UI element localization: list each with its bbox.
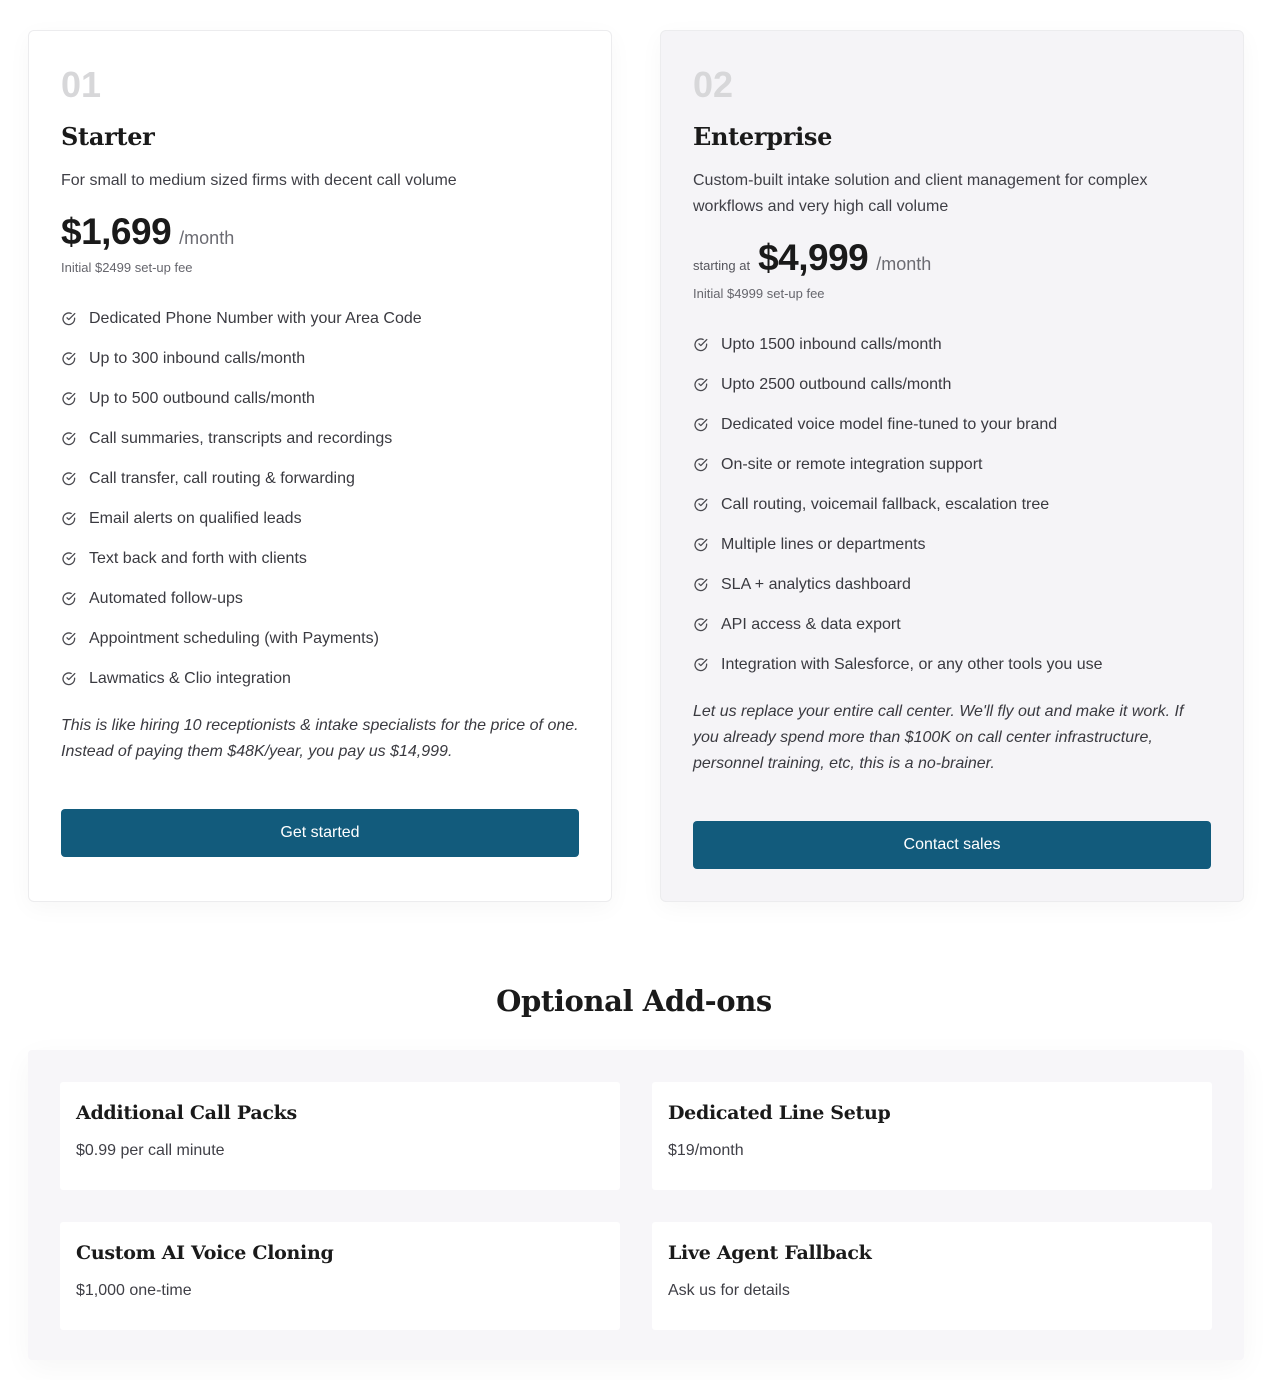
plan-price: $4,999	[758, 237, 869, 278]
feature-item	[693, 645, 1211, 685]
addon-price: $1,000 one-time	[76, 1282, 192, 1299]
feature-item	[61, 579, 579, 619]
feature-text: Upto 2500 outbound calls/month	[721, 376, 952, 393]
price-row	[693, 234, 1211, 282]
feature-item	[693, 325, 1211, 365]
plan-name: Enterprise	[693, 122, 833, 151]
plan-number: 02	[693, 64, 734, 105]
feature-text: Lawmatics & Clio integration	[89, 670, 291, 687]
feature-item	[61, 419, 579, 459]
feature-list	[693, 325, 1211, 685]
addon-card	[60, 1082, 620, 1190]
addon-name: Additional Call Packs	[76, 1102, 297, 1124]
feature-text: Dedicated Phone Number with your Area Code	[89, 310, 422, 327]
feature-item	[61, 539, 579, 579]
feature-item	[693, 445, 1211, 485]
plan-price: $1,699	[61, 211, 172, 252]
feature-item	[61, 619, 579, 659]
feature-item	[693, 365, 1211, 405]
setup-fee: Initial $2499 set-up fee	[61, 260, 193, 275]
feature-text: Integration with Salesforce, or any other tools you use	[721, 656, 1103, 673]
feature-text: Appointment scheduling (with Payments)	[89, 630, 379, 647]
check-circle-icon	[693, 657, 709, 673]
addon-name: Live Agent Fallback	[668, 1242, 872, 1264]
check-circle-icon	[61, 551, 77, 567]
check-circle-icon	[693, 537, 709, 553]
feature-item	[693, 565, 1211, 605]
plan-description: Custom-built intake solution and client management for complex workflows and very high call volume	[693, 172, 1148, 215]
feature-item	[61, 459, 579, 499]
feature-text: Up to 300 inbound calls/month	[89, 350, 306, 367]
feature-item	[693, 485, 1211, 525]
feature-text: Upto 1500 inbound calls/month	[721, 336, 942, 353]
check-circle-icon	[693, 457, 709, 473]
plan-card-starter	[28, 30, 612, 902]
feature-text: Automated follow-ups	[89, 590, 243, 607]
check-circle-icon	[61, 631, 77, 647]
feature-text: Text back and forth with clients	[89, 550, 307, 567]
check-circle-icon	[693, 617, 709, 633]
feature-text: API access & data export	[721, 616, 901, 633]
check-circle-icon	[693, 337, 709, 353]
addon-price: $0.99 per call minute	[76, 1142, 225, 1159]
addon-name: Custom AI Voice Cloning	[76, 1242, 334, 1264]
plan-period: /month	[179, 228, 235, 248]
feature-item	[61, 379, 579, 419]
feature-text: Multiple lines or departments	[721, 536, 926, 553]
check-circle-icon	[693, 497, 709, 513]
price-row	[61, 208, 579, 256]
addon-price: Ask us for details	[668, 1282, 790, 1299]
plan-description: For small to medium sized firms with decent call volume	[61, 172, 457, 189]
plan-note: This is like hiring 10 receptionists & intake specialists for the price of one. Instead of paying them $48K/year, you pay us $14,999.	[61, 717, 579, 760]
addon-price: $19/month	[668, 1142, 744, 1159]
feature-item	[61, 299, 579, 339]
feature-text: Dedicated voice model fine-tuned to your brand	[721, 416, 1058, 433]
feature-item	[693, 605, 1211, 645]
check-circle-icon	[61, 311, 77, 327]
feature-text: Call transfer, call routing & forwarding	[89, 470, 355, 487]
plan-period: /month	[876, 254, 932, 274]
feature-item	[61, 659, 579, 699]
addons-title: Optional Add-ons	[496, 984, 772, 1018]
check-circle-icon	[693, 417, 709, 433]
plan-note: Let us replace your entire call center. We'll fly out and make it work. If you already spend more than $100K on call center infrastructure, personnel training, etc, this is a no-brainer.	[693, 703, 1184, 772]
feature-text: Email alerts on qualified leads	[89, 510, 302, 527]
plan-name: Starter	[61, 122, 155, 151]
check-circle-icon	[61, 431, 77, 447]
check-circle-icon	[61, 671, 77, 687]
addon-card	[652, 1082, 1212, 1190]
get-started-button[interactable]: Get started	[61, 809, 579, 857]
check-circle-icon	[61, 471, 77, 487]
check-circle-icon	[693, 577, 709, 593]
feature-text: On-site or remote integration support	[721, 456, 983, 473]
addon-name: Dedicated Line Setup	[668, 1102, 891, 1124]
starting-at-label: starting at	[693, 258, 751, 273]
check-circle-icon	[693, 377, 709, 393]
addon-card	[652, 1222, 1212, 1330]
feature-item	[693, 525, 1211, 565]
addons-panel	[28, 1050, 1244, 1360]
plan-card-enterprise	[660, 30, 1244, 902]
feature-text: Up to 500 outbound calls/month	[89, 390, 315, 407]
feature-list	[61, 299, 579, 699]
setup-fee: Initial $4999 set-up fee	[693, 286, 825, 301]
feature-item	[693, 405, 1211, 445]
addon-card	[60, 1222, 620, 1330]
feature-text: Call summaries, transcripts and recordings	[89, 430, 393, 447]
feature-text: SLA + analytics dashboard	[721, 576, 911, 593]
check-circle-icon	[61, 391, 77, 407]
check-circle-icon	[61, 351, 77, 367]
contact-sales-button[interactable]: Contact sales	[693, 821, 1211, 869]
check-circle-icon	[61, 591, 77, 607]
check-circle-icon	[61, 511, 77, 527]
feature-item	[61, 499, 579, 539]
feature-text: Call routing, voicemail fallback, escalation tree	[721, 496, 1050, 513]
plan-number: 01	[61, 64, 102, 105]
feature-item	[61, 339, 579, 379]
